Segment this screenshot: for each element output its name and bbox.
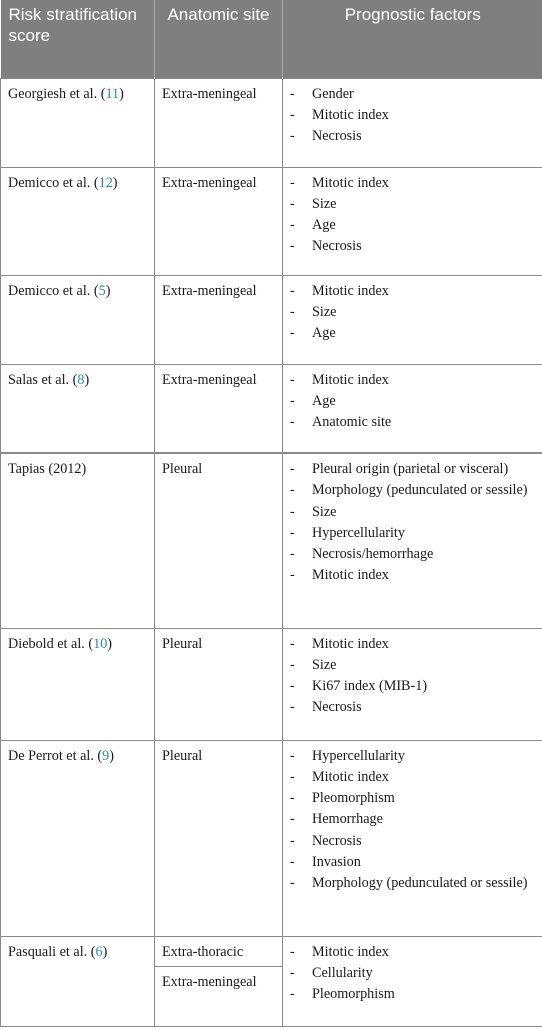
factor-text: Hypercellularity [312, 524, 405, 541]
bullet-dash: - [290, 567, 295, 584]
cell-prognostic-factors [283, 78, 542, 167]
bullet-dash: - [290, 790, 295, 807]
factor-text: Mitotic index [312, 768, 389, 785]
table-row [1, 364, 542, 453]
factor-text: Mitotic index [312, 943, 389, 960]
reference-link[interactable]: 12 [98, 174, 113, 191]
list-item [290, 84, 538, 105]
bullet-dash: - [290, 699, 295, 716]
factor-text: Size [312, 503, 337, 520]
table-row [1, 453, 542, 628]
bullet-dash: - [290, 986, 295, 1003]
bullet-dash: - [290, 656, 295, 673]
factor-text: Ki67 index (MIB-1) [312, 678, 428, 695]
list-item [290, 194, 538, 215]
bullet-dash: - [290, 414, 295, 431]
bullet-dash: - [290, 371, 295, 388]
cell-risk-score [1, 364, 155, 453]
bullet-dash: - [290, 325, 295, 342]
bullet-dash: - [290, 238, 295, 255]
header-row [1, 0, 542, 78]
bullet-dash: - [290, 128, 295, 145]
list-item [290, 523, 538, 544]
table-header [1, 0, 542, 78]
bullet-dash: - [290, 943, 295, 960]
factor-text: Necrosis [312, 238, 362, 255]
factor-text: Size [312, 303, 337, 320]
factor-list [290, 281, 538, 345]
bullet-dash: - [290, 106, 295, 123]
score-name: Demicco et al. ( [8, 174, 99, 191]
cell-anatomic-site: Extra-meningeal [155, 364, 283, 453]
cell-risk-score [1, 78, 155, 167]
reference-link[interactable]: 5 [98, 282, 106, 299]
bullet-dash: - [290, 303, 295, 320]
list-item [290, 809, 538, 830]
score-name: Pasquali et al. ( [8, 943, 96, 960]
factor-text: Pleural origin (parietal or visceral) [312, 461, 509, 477]
reference-link[interactable]: 10 [93, 635, 108, 652]
header-risk-score: Risk stratification score [1, 0, 155, 78]
cell-anatomic-site [155, 936, 283, 1026]
factor-text: Cellularity [312, 964, 373, 981]
factor-text: Mitotic index [312, 635, 389, 652]
bullet-dash: - [290, 964, 295, 981]
factor-list [290, 746, 538, 895]
cell-prognostic-factors [283, 167, 542, 275]
factor-text: Pleomorphism [312, 986, 395, 1003]
factor-text: Anatomic site [312, 414, 392, 431]
factor-text: Morphology (pedunculated or sessile) [312, 482, 528, 499]
factor-list [290, 459, 538, 587]
score-name: De Perrot et al. ( [8, 747, 103, 764]
list-item [290, 544, 538, 565]
score-paren: ) [102, 943, 108, 960]
factor-text: Age [312, 392, 336, 409]
list-item [290, 323, 538, 344]
factor-list [290, 942, 538, 1006]
cell-prognostic-factors [283, 740, 542, 936]
factor-text: Morphology (pedunculated or sessile) [312, 875, 528, 892]
list-item [290, 502, 538, 523]
list-item [290, 126, 538, 147]
list-item [290, 480, 538, 501]
factor-list [290, 84, 538, 148]
site-value: Extra-meningeal [162, 973, 257, 990]
cell-anatomic-site: Extra-meningeal [155, 78, 283, 167]
factor-text: Necrosis/hemorrhage [312, 546, 434, 563]
bullet-dash: - [290, 85, 295, 102]
cell-prognostic-factors [283, 453, 542, 628]
score-paren: ) [105, 282, 111, 299]
cell-risk-score [1, 936, 155, 1026]
bullet-dash: - [290, 635, 295, 652]
cell-risk-score [1, 167, 155, 275]
list-item [290, 565, 538, 586]
list-item [290, 963, 538, 984]
bullet-dash: - [290, 853, 295, 870]
list-item [290, 873, 538, 894]
score-name: Georgiesh et al. ( [8, 85, 106, 102]
list-item [290, 676, 538, 697]
list-item [290, 302, 538, 323]
list-item [290, 634, 538, 655]
score-paren: ) [109, 747, 114, 764]
factor-text: Invasion [312, 853, 361, 870]
header-anatomic-site: Anatomic site [155, 0, 283, 78]
bullet-dash: - [290, 832, 295, 849]
list-item [290, 831, 538, 852]
bullet-dash: - [290, 392, 295, 409]
factor-text: Mitotic index [312, 282, 389, 299]
factor-text: Size [312, 656, 337, 673]
list-item [290, 281, 538, 302]
bullet-dash: - [290, 461, 295, 477]
cell-prognostic-factors [283, 936, 542, 1026]
cell-anatomic-site: Pleural [155, 453, 283, 628]
table-row [1, 78, 542, 167]
table-row [1, 628, 542, 740]
factor-text: Gender [312, 85, 354, 102]
list-item [290, 105, 538, 126]
factor-text: Mitotic index [312, 106, 389, 123]
factor-text: Hemorrhage [312, 811, 383, 828]
list-item [290, 370, 538, 391]
factor-text: Age [312, 325, 336, 342]
factor-text: Necrosis [312, 699, 362, 716]
list-item [290, 412, 538, 433]
list-item [290, 697, 538, 718]
table-body [1, 78, 542, 1026]
table-row [1, 740, 542, 936]
cell-anatomic-site: Pleural [155, 740, 283, 936]
list-item [290, 746, 538, 767]
score-paren: ) [112, 174, 118, 191]
bullet-dash: - [290, 524, 295, 541]
factor-list [290, 370, 538, 434]
bullet-dash: - [290, 546, 295, 563]
cell-risk-score [1, 628, 155, 740]
bullet-dash: - [290, 503, 295, 520]
list-item [290, 236, 538, 257]
table-row [1, 167, 542, 275]
factor-text: Age [312, 217, 336, 234]
table-row [1, 275, 542, 364]
bullet-dash: - [290, 195, 295, 212]
list-item [290, 655, 538, 676]
list-item [290, 852, 538, 873]
bullet-dash: - [290, 174, 295, 191]
header-prognostic-factors: Prognostic factors [283, 0, 542, 78]
factor-text: Hypercellularity [312, 747, 405, 764]
cell-risk-score [1, 453, 155, 628]
score-paren: ) [119, 85, 124, 102]
score-name: Tapias (2012) [8, 461, 87, 477]
cell-prognostic-factors [283, 275, 542, 364]
bullet-dash: - [290, 678, 295, 695]
score-name: Salas et al. ( [8, 371, 78, 388]
factor-text: Size [312, 195, 337, 212]
list-item [290, 391, 538, 412]
factor-text: Mitotic index [312, 567, 389, 584]
factor-list [290, 634, 538, 719]
factor-list [290, 173, 538, 258]
score-paren: ) [107, 635, 113, 652]
factor-text: Mitotic index [312, 174, 389, 191]
table-row [1, 936, 542, 1026]
reference-link[interactable]: 8 [77, 371, 85, 388]
list-item [290, 788, 538, 809]
cell-anatomic-site: Pleural [155, 628, 283, 740]
reference-link[interactable]: 9 [102, 747, 110, 764]
list-item [290, 942, 538, 963]
list-item [290, 173, 538, 194]
cell-risk-score [1, 740, 155, 936]
bullet-dash: - [290, 811, 295, 828]
bullet-dash: - [290, 747, 295, 764]
factor-text: Necrosis [312, 128, 362, 145]
bullet-dash: - [290, 217, 295, 234]
list-item [290, 984, 538, 1005]
score-paren: ) [84, 371, 90, 388]
list-item [290, 459, 538, 480]
cell-prognostic-factors [283, 364, 542, 453]
cell-anatomic-site: Extra-meningeal [155, 167, 283, 275]
reference-link[interactable]: 6 [95, 943, 103, 960]
cell-anatomic-site: Extra-meningeal [155, 275, 283, 364]
bullet-dash: - [290, 875, 295, 892]
bullet-dash: - [290, 768, 295, 785]
list-item [290, 215, 538, 236]
cell-prognostic-factors [283, 628, 542, 740]
factor-text: Pleomorphism [312, 790, 395, 807]
site-value: Extra-thoracic [155, 937, 282, 967]
factor-text: Necrosis [312, 832, 362, 849]
score-name: Demicco et al. ( [8, 282, 99, 299]
bullet-dash: - [290, 282, 295, 299]
list-item [290, 767, 538, 788]
bullet-dash: - [290, 482, 295, 499]
cell-risk-score [1, 275, 155, 364]
reference-link[interactable]: 11 [105, 85, 120, 102]
score-name: Diebold et al. ( [8, 635, 94, 652]
factor-text: Mitotic index [312, 371, 389, 388]
